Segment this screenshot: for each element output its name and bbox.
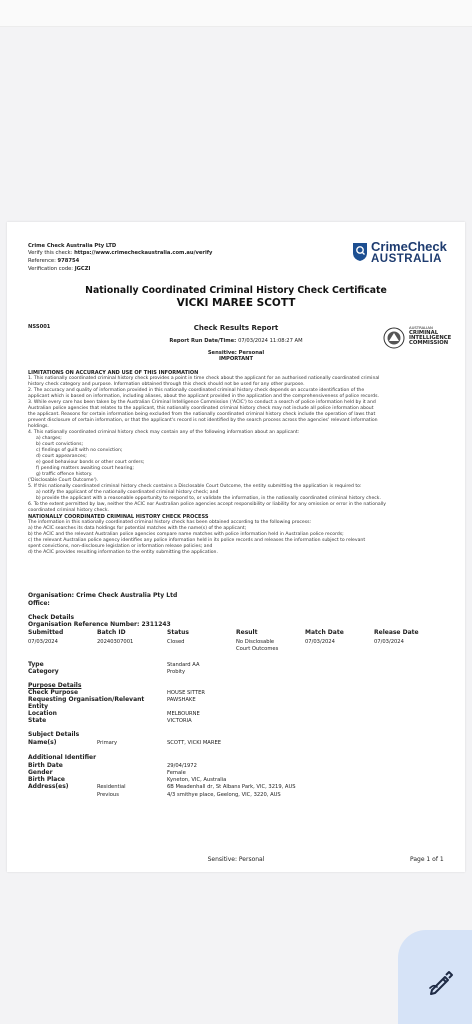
important-label: IMPORTANT xyxy=(218,356,254,362)
cell-status: Closed xyxy=(167,639,185,645)
gender-value: Female xyxy=(167,770,186,776)
address-label: Address(es) xyxy=(28,783,69,790)
limitation-line: 1. This nationally coordinated criminal history check provides a point in time check about the applicant for an authorised nationally coordinated criminal xyxy=(28,376,380,381)
birth-date-value: 29/04/1972 xyxy=(167,763,197,769)
cell-submitted: 07/03/2024 xyxy=(28,639,58,645)
limitation-line: prevent disclosure of certain information, or that the applicant's record is not identified by the search process across the agencies' relevant information xyxy=(28,418,378,423)
check-purpose-value: HOUSE SITTER xyxy=(167,690,205,696)
cell-batch-id: 20240307001 xyxy=(97,639,134,645)
address2-value: 4/3 smithye place, Geelong, VIC, 3220, AUS xyxy=(167,792,281,798)
organisation-label: Organisation: Crime Check Australia Pty Ltd xyxy=(28,592,178,599)
verify-label: Verify this check: xyxy=(28,250,75,256)
pen-edit-icon xyxy=(428,970,454,996)
col-status: Status xyxy=(167,629,189,636)
process-line: b) the ACIC and the relevant Australian police agencies compare name matches with police information held in Australian police records; xyxy=(28,532,344,537)
location-value: MELBOURNE xyxy=(167,711,200,717)
crimecheck-shield-icon xyxy=(352,242,368,262)
check-results-heading: Check Results Report xyxy=(193,324,279,332)
acic-text-line1: AUSTRALIAN xyxy=(409,325,433,330)
process-line: spent convictions, non-disclosure legislation or information release policies; and xyxy=(28,544,213,549)
org-ref-line xyxy=(28,621,171,628)
run-date-label: Report Run Date/Time: xyxy=(169,338,239,344)
address1-value: 6B Meadenhall dr, St Albans Park, VIC, 3219, AUS xyxy=(167,784,296,790)
limitation-line: e) good behaviour bonds or other court orders; xyxy=(36,460,145,465)
cell-match-date: 07/03/2024 xyxy=(305,639,335,645)
process-body xyxy=(28,520,365,556)
names-type: Primary xyxy=(97,740,118,746)
process-line: c) the relevant Australian police agency identifies any police information held in its police records and releases the information subject to relevant xyxy=(28,538,366,543)
page-number: Page 1 of 1 xyxy=(410,856,444,863)
limitations-heading: LIMITATIONS ON ACCURACY AND USE OF THIS INFORMATION xyxy=(28,370,199,376)
reference-value: 978754 xyxy=(57,258,80,264)
process-heading: NATIONALLY COORDINATED CRIMINAL HISTORY CHECK PROCESS xyxy=(28,514,209,520)
limitation-line: the applicant. Reasons for certain information being excluded from the nationally coordinated criminal history check include the operation of laws that xyxy=(28,412,376,417)
limitation-line: g) traffic offence history. xyxy=(36,472,93,477)
limitation-line: c) findings of guilt with no conviction; xyxy=(36,448,123,453)
reference-line xyxy=(28,258,79,264)
process-line: d) the ACIC provides resulting information to the entity submitting the application. xyxy=(28,550,218,555)
col-release-date: Release Date xyxy=(374,629,419,636)
limitation-line: Australian police agencies that relates to the applicant, this nationally coordinated criminal history check may not include all police information about xyxy=(28,406,374,411)
type-value: Standard AA xyxy=(167,662,200,668)
limitation-line: a) charges; xyxy=(36,436,62,441)
acic-text-line4: COMMISSION xyxy=(409,340,449,346)
acic-text-line2: CRIMINAL xyxy=(409,330,439,336)
gender-label: Gender xyxy=(28,769,53,776)
limitation-line: b) provide the applicant with a reasonable opportunity to respond to, or validate the information, in the nationally coordinated criminal history check. xyxy=(36,496,381,501)
additional-identifier-heading: Additional Identifier xyxy=(28,754,97,761)
check-details-heading: Check Details xyxy=(28,614,75,621)
cell-result: No Disclosable xyxy=(236,639,275,645)
org-ref-label: Organisation Reference Number: xyxy=(28,621,142,628)
req-org-label-entity: Entity xyxy=(28,703,49,710)
state-label: State xyxy=(28,717,47,724)
process-line: a) the ACIC searches its data holdings for potential matches with the name(s) of the applicant; xyxy=(28,526,247,531)
limitation-line: 2. The accuracy and quality of information provided in this nationally coordinated criminal history check depends on accurate identification of the xyxy=(28,388,365,393)
address2-type: Previous xyxy=(97,792,119,798)
names-label: Name(s) xyxy=(28,739,57,746)
limitation-line: 3. While every care has been taken by the Australian Criminal Intelligence Commission ('ACIC') to conduct a search of police information held by it and xyxy=(28,400,376,405)
type-label: Type xyxy=(28,661,44,668)
footer-sensitive: Sensitive: Personal xyxy=(207,856,265,863)
check-purpose-label: Check Purpose xyxy=(28,689,79,696)
limitation-line: holdings. xyxy=(28,424,49,429)
logo-australia: AUSTRALIA xyxy=(371,253,442,265)
col-match-date: Match Date xyxy=(305,629,344,636)
limitations-body xyxy=(28,376,386,514)
limitation-line: 4. This nationally coordinated criminal history check may contain any of the following information about an applicant: xyxy=(28,430,300,435)
certificate-page xyxy=(7,222,465,872)
location-label: Location xyxy=(28,710,57,717)
col-result: Result xyxy=(236,629,258,636)
names-value: SCOTT, VICKI MAREE xyxy=(167,740,222,746)
verify-url[interactable]: https://www.crimecheckaustralia.com.au/verify xyxy=(74,250,213,256)
limitation-line: 6. To the extent permitted by law, neither the ACIC nor Australian police agencies accept responsibility or liability for any omission or error in the nationally xyxy=(28,502,387,507)
app-top-bar xyxy=(0,0,472,27)
verify-line xyxy=(28,250,212,256)
run-date-value: 07/03/2024 11:08:27 AM xyxy=(238,338,303,344)
req-org-value: PAWSHAKE xyxy=(167,697,196,703)
limitation-line: 5. If this nationally coordinated criminal history check contains a Disclosable Court Outcome, the entity submitting the application is required to: xyxy=(28,484,362,489)
verification-code-line xyxy=(28,266,90,272)
office-label: Office: xyxy=(28,600,50,607)
acic-crest-icon xyxy=(383,327,405,349)
req-org-label: Requesting Organisation/Relevant xyxy=(28,696,145,703)
cell-release-date: 07/03/2024 xyxy=(374,639,404,645)
category-label: Category xyxy=(28,668,59,675)
birth-date-label: Birth Date xyxy=(28,762,63,769)
logo-crimecheck: CrimeCheck xyxy=(371,239,447,254)
company-name: Crime Check Australia Pty LTD xyxy=(28,243,117,249)
limitation-line: applicant which is based on information, including aliases, about the applicant provided in the application and the comprehensiveness of police records. xyxy=(28,394,380,399)
category-value: Probity xyxy=(167,669,186,675)
birth-place-value: Kyneton, VIC, Australia xyxy=(167,777,227,783)
sensitive-label: Sensitive: Personal xyxy=(207,350,265,356)
subject-details-heading: Subject Details xyxy=(28,731,80,738)
cell-result-line2: Court Outcomes xyxy=(236,646,279,652)
edit-fab-button[interactable] xyxy=(398,930,472,1024)
report-code: NSS001 xyxy=(28,324,51,330)
limitation-line: d) court appearances; xyxy=(36,454,87,459)
org-ref-value: 2311243 xyxy=(141,621,171,628)
acic-text-line3: INTELLIGENCE xyxy=(409,335,452,341)
process-line: The information in this nationally coordinated criminal history check has been obtained according to the following process: xyxy=(28,520,312,525)
reference-label: Reference: xyxy=(28,258,58,264)
applicant-name: VICKI MAREE SCOTT xyxy=(176,297,296,309)
address1-type: Residential xyxy=(97,784,126,790)
state-value: VICTORIA xyxy=(167,718,192,724)
col-submitted: Submitted xyxy=(28,629,64,636)
limitation-line: ('Disclosable Court Outcome'). xyxy=(28,478,99,483)
limitation-line: history check category and purpose. Information obtained through this check should not be used for any other purpose. xyxy=(28,382,305,387)
limitation-line: f) pending matters awaiting court hearing; xyxy=(36,466,134,471)
limitation-line: a) notify the applicant of the nationally coordinated criminal history check; and xyxy=(36,490,219,495)
code-label: Verification code: xyxy=(28,266,75,272)
limitation-line: coordinated criminal history check. xyxy=(28,508,109,513)
certificate-title: Nationally Coordinated Criminal History Check Certificate xyxy=(85,285,387,296)
code-value: JGCZI xyxy=(74,266,91,272)
birth-place-label: Birth Place xyxy=(28,776,65,783)
limitation-line: b) court convictions; xyxy=(36,442,84,447)
col-batch-id: Batch ID xyxy=(97,629,126,636)
purpose-details-heading: Purpose Details xyxy=(28,682,82,689)
